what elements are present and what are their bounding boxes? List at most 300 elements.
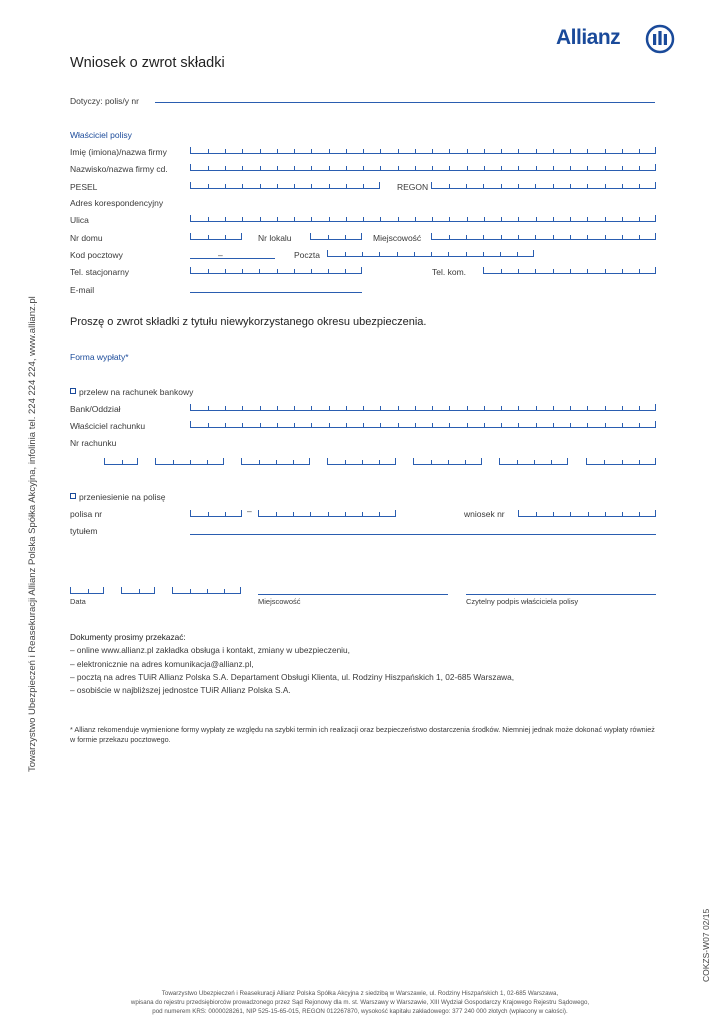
documents-heading: Dokumenty prosimy przekazać: xyxy=(70,632,186,642)
comb-cell-divider xyxy=(277,269,278,273)
comb-cell-divider xyxy=(605,184,606,188)
owner-heading: Właściciel polisy xyxy=(70,130,132,140)
comb-cell-divider xyxy=(536,423,537,427)
comb-cell-divider xyxy=(570,184,571,188)
comb-cell-divider xyxy=(225,512,226,516)
pesel-field[interactable] xyxy=(190,182,380,189)
comb-cell-divider xyxy=(622,406,623,410)
comb-cell-divider xyxy=(500,252,501,256)
comb-cell-divider xyxy=(345,512,346,516)
place-field[interactable] xyxy=(258,594,448,595)
comb-cell-divider xyxy=(415,166,416,170)
comb-cell-divider xyxy=(398,166,399,170)
comb-cell-divider xyxy=(570,166,571,170)
comb-cell-divider xyxy=(277,217,278,221)
comb-cell-divider xyxy=(639,235,640,239)
application-no-field[interactable] xyxy=(518,510,656,517)
comb-cell-divider xyxy=(345,269,346,273)
comb-cell-divider xyxy=(415,423,416,427)
footnote: * Allianz rekomenduje wymienione formy wypłaty ze względu na szybki termin ich realizacji oraz bezpieczeństwo dostarczenia środków. Niemniej jednak może dokonać wypłaty również w formie przekazu pocztowego. xyxy=(70,725,655,744)
comb-cell-divider xyxy=(208,166,209,170)
account-no-group[interactable] xyxy=(327,458,396,465)
policy-ref-field[interactable] xyxy=(155,102,655,103)
comb-cell-divider xyxy=(467,149,468,153)
comb-cell-divider xyxy=(208,406,209,410)
comb-cell-divider xyxy=(588,512,589,516)
comb-cell-divider xyxy=(639,406,640,410)
city-label: Miejscowość xyxy=(373,233,422,243)
address-heading: Adres korespondencyjny xyxy=(70,198,164,208)
comb-cell-divider xyxy=(484,149,485,153)
comb-cell-divider xyxy=(260,423,261,427)
name-field[interactable] xyxy=(190,147,656,154)
comb-cell-divider xyxy=(293,460,294,464)
allianz-eagle-icon xyxy=(645,24,675,54)
comb-cell-divider xyxy=(415,149,416,153)
bank-label: Bank/Oddział xyxy=(70,404,121,414)
title-label: tytułem xyxy=(70,526,98,536)
comb-cell-divider xyxy=(259,460,260,464)
name-label: Imię (imiona)/nazwa firmy xyxy=(70,147,167,157)
comb-cell-divider xyxy=(311,269,312,273)
comb-cell-divider xyxy=(294,184,295,188)
comb-cell-divider xyxy=(518,269,519,273)
comb-cell-divider xyxy=(518,406,519,410)
policy-transfer-checkbox[interactable] xyxy=(70,493,76,499)
comb-cell-divider xyxy=(587,166,588,170)
date-year-field[interactable] xyxy=(172,587,241,594)
comb-cell-divider xyxy=(622,235,623,239)
comb-cell-divider xyxy=(362,512,363,516)
phone-label: Tel. stacjonarny xyxy=(70,267,130,277)
comb-cell-divider xyxy=(207,589,208,593)
comb-cell-divider xyxy=(570,406,571,410)
comb-cell-divider xyxy=(328,269,329,273)
comb-cell-divider xyxy=(536,149,537,153)
comb-cell-divider xyxy=(466,252,467,256)
comb-cell-divider xyxy=(346,184,347,188)
date-month-field[interactable] xyxy=(121,587,155,594)
comb-cell-divider xyxy=(242,423,243,427)
city-field[interactable] xyxy=(431,233,656,240)
place-label: Miejscowość xyxy=(258,597,301,606)
comb-cell-divider xyxy=(432,406,433,410)
comb-cell-divider xyxy=(501,217,502,221)
account-no-group[interactable] xyxy=(104,458,138,465)
comb-cell-divider xyxy=(190,589,191,593)
comb-cell-divider xyxy=(379,252,380,256)
comb-cell-divider xyxy=(311,184,312,188)
comb-cell-divider xyxy=(363,217,364,221)
comb-cell-divider xyxy=(483,252,484,256)
comb-cell-divider xyxy=(449,406,450,410)
post-office-label: Poczta xyxy=(294,250,320,260)
comb-cell-divider xyxy=(553,184,554,188)
postal-code-field[interactable] xyxy=(190,258,275,259)
comb-cell-divider xyxy=(605,512,606,516)
comb-cell-divider xyxy=(208,269,209,273)
title-field[interactable] xyxy=(190,534,656,535)
comb-cell-divider xyxy=(139,589,140,593)
sidebar-company-info: Towarzystwo Ubezpieczeń i Reasekuracji Allianz Polska Spółka Akcyjna, infolinia tel. 224 224 224, www.allianz.pl xyxy=(27,296,38,772)
comb-cell-divider xyxy=(362,252,363,256)
comb-cell-divider xyxy=(207,460,208,464)
street-field[interactable] xyxy=(190,215,656,222)
policy-ref-label: Dotyczy: polis/y nr xyxy=(70,96,139,106)
comb-cell-divider xyxy=(88,589,89,593)
comb-cell-divider xyxy=(587,423,588,427)
comb-cell-divider xyxy=(190,460,191,464)
comb-cell-divider xyxy=(432,149,433,153)
comb-cell-divider xyxy=(398,217,399,221)
comb-cell-divider xyxy=(605,269,606,273)
footer-line: pod numerem KRS: 0000028261, NIP 525-15-65-015, REGON 012267870, wysokość kapitału zakładowego: 377 240 000 złotych (wpłacony w całości). xyxy=(152,1008,568,1015)
date-label: Data xyxy=(70,597,86,606)
comb-cell-divider xyxy=(570,423,571,427)
comb-cell-divider xyxy=(536,166,537,170)
comb-cell-divider xyxy=(363,423,364,427)
comb-cell-divider xyxy=(553,166,554,170)
comb-cell-divider xyxy=(622,184,623,188)
documents-item: – online www.allianz.pl zakładka obsługa i kontakt, zmiany w ubezpieczeniu, xyxy=(70,645,350,655)
comb-cell-divider xyxy=(242,406,243,410)
comb-cell-divider xyxy=(465,460,466,464)
account-no-label: Nr rachunku xyxy=(70,438,117,448)
comb-cell-divider xyxy=(587,184,588,188)
policy-no-field[interactable] xyxy=(258,510,396,517)
account-no-group[interactable] xyxy=(155,458,224,465)
comb-cell-divider xyxy=(605,423,606,427)
comb-cell-divider xyxy=(605,166,606,170)
comb-cell-divider xyxy=(466,235,467,239)
comb-cell-divider xyxy=(570,217,571,221)
comb-cell-divider xyxy=(379,512,380,516)
comb-cell-divider xyxy=(449,149,450,153)
comb-cell-divider xyxy=(363,184,364,188)
comb-cell-divider xyxy=(534,460,535,464)
comb-cell-divider xyxy=(587,217,588,221)
comb-cell-divider xyxy=(329,166,330,170)
comb-cell-divider xyxy=(449,217,450,221)
comb-cell-divider xyxy=(398,149,399,153)
account-no-group[interactable] xyxy=(499,458,568,465)
comb-cell-divider xyxy=(553,423,554,427)
comb-cell-divider xyxy=(328,235,329,239)
comb-cell-divider xyxy=(398,406,399,410)
comb-cell-divider xyxy=(587,149,588,153)
date-day-field[interactable] xyxy=(70,587,104,594)
comb-cell-divider xyxy=(277,406,278,410)
comb-cell-divider xyxy=(431,460,432,464)
house-no-label: Nr domu xyxy=(70,233,103,243)
comb-cell-divider xyxy=(242,184,243,188)
comb-cell-divider xyxy=(277,184,278,188)
comb-cell-divider xyxy=(276,460,277,464)
account-no-group[interactable] xyxy=(241,458,310,465)
comb-cell-divider xyxy=(379,460,380,464)
regon-label: REGON xyxy=(397,182,429,192)
comb-cell-divider xyxy=(449,235,450,239)
comb-cell-divider xyxy=(346,406,347,410)
comb-cell-divider xyxy=(605,235,606,239)
signature-label: Czytelny podpis właściciela polisy xyxy=(466,597,579,606)
comb-cell-divider xyxy=(277,423,278,427)
comb-cell-divider xyxy=(501,235,502,239)
mobile-label: Tel. kom. xyxy=(432,267,467,277)
email-label: E-mail xyxy=(70,285,95,295)
comb-cell-divider xyxy=(363,149,364,153)
comb-cell-divider xyxy=(551,460,552,464)
comb-cell-divider xyxy=(346,166,347,170)
comb-cell-divider xyxy=(535,269,536,273)
comb-cell-divider xyxy=(173,460,174,464)
comb-cell-divider xyxy=(639,184,640,188)
phone-field[interactable] xyxy=(190,267,362,274)
comb-cell-divider xyxy=(363,166,364,170)
comb-cell-divider xyxy=(622,269,623,273)
comb-cell-divider xyxy=(484,166,485,170)
comb-cell-divider xyxy=(329,149,330,153)
post-office-field[interactable] xyxy=(327,250,534,257)
request-statement: Proszę o zwrot składki z tytułu niewykorzystanego okresu ubezpieczenia. xyxy=(70,316,427,328)
comb-cell-divider xyxy=(380,166,381,170)
comb-cell-divider xyxy=(518,217,519,221)
comb-cell-divider xyxy=(449,184,450,188)
comb-cell-divider xyxy=(345,460,346,464)
comb-cell-divider xyxy=(570,512,571,516)
comb-cell-divider xyxy=(310,512,311,516)
comb-cell-divider xyxy=(329,217,330,221)
comb-cell-divider xyxy=(397,252,398,256)
comb-cell-divider xyxy=(432,217,433,221)
application-no-label: wniosek nr xyxy=(464,509,505,519)
comb-cell-divider xyxy=(225,235,226,239)
comb-cell-divider xyxy=(432,166,433,170)
comb-cell-divider xyxy=(311,406,312,410)
comb-cell-divider xyxy=(329,184,330,188)
email-field[interactable] xyxy=(190,292,362,293)
comb-cell-divider xyxy=(225,166,226,170)
documents-item: – pocztą na adres TUiR Allianz Polska S.A. Departament Obsługi Klienta, ul. Rodziny Hiszpańskich 1, 02-685 Warszawa, xyxy=(70,672,515,682)
comb-cell-divider xyxy=(605,217,606,221)
comb-cell-divider xyxy=(346,423,347,427)
comb-cell-divider xyxy=(242,217,243,221)
comb-cell-divider xyxy=(294,269,295,273)
comb-cell-divider xyxy=(622,217,623,221)
comb-cell-divider xyxy=(587,269,588,273)
comb-cell-divider xyxy=(570,269,571,273)
comb-cell-divider xyxy=(380,217,381,221)
comb-cell-divider xyxy=(277,149,278,153)
documents-item: – osobiście w najbliższej jednostce TUiR Allianz Polska S.A. xyxy=(70,685,291,695)
comb-cell-divider xyxy=(260,406,261,410)
comb-cell-divider xyxy=(260,166,261,170)
comb-cell-divider xyxy=(225,406,226,410)
comb-cell-divider xyxy=(414,252,415,256)
comb-cell-divider xyxy=(484,406,485,410)
flat-no-field[interactable] xyxy=(310,233,362,240)
comb-cell-divider xyxy=(448,252,449,256)
comb-cell-divider xyxy=(328,512,329,516)
comb-cell-divider xyxy=(380,423,381,427)
comb-cell-divider xyxy=(501,269,502,273)
comb-cell-divider xyxy=(242,149,243,153)
comb-cell-divider xyxy=(363,406,364,410)
comb-cell-divider xyxy=(553,235,554,239)
comb-cell-divider xyxy=(483,235,484,239)
comb-cell-divider xyxy=(242,166,243,170)
comb-cell-divider xyxy=(467,217,468,221)
comb-cell-divider xyxy=(380,406,381,410)
comb-cell-divider xyxy=(622,166,623,170)
comb-cell-divider xyxy=(345,235,346,239)
comb-cell-divider xyxy=(639,423,640,427)
comb-cell-divider xyxy=(225,184,226,188)
surname-field[interactable] xyxy=(190,164,656,171)
comb-cell-divider xyxy=(501,423,502,427)
comb-cell-divider xyxy=(311,149,312,153)
comb-cell-divider xyxy=(311,166,312,170)
comb-cell-divider xyxy=(553,217,554,221)
regon-field[interactable] xyxy=(431,182,656,189)
payment-heading: Forma wypłaty* xyxy=(70,352,129,362)
comb-cell-divider xyxy=(380,149,381,153)
comb-cell-divider xyxy=(294,166,295,170)
comb-cell-divider xyxy=(293,512,294,516)
mobile-field[interactable] xyxy=(483,267,656,274)
postal-code-dash: – xyxy=(218,250,223,260)
comb-cell-divider xyxy=(639,460,640,464)
comb-cell-divider xyxy=(605,406,606,410)
policy-transfer-option-label: przeniesienie na polisę xyxy=(79,492,166,502)
comb-cell-divider xyxy=(639,166,640,170)
transfer-option-label: przelew na rachunek bankowy xyxy=(79,387,194,397)
comb-cell-divider xyxy=(225,269,226,273)
comb-cell-divider xyxy=(449,423,450,427)
comb-cell-divider xyxy=(345,252,346,256)
postal-code-label: Kod pocztowy xyxy=(70,250,123,260)
transfer-checkbox[interactable] xyxy=(70,388,76,394)
comb-cell-divider xyxy=(449,166,450,170)
comb-cell-divider xyxy=(467,423,468,427)
comb-cell-divider xyxy=(501,166,502,170)
comb-cell-divider xyxy=(466,184,467,188)
comb-cell-divider xyxy=(570,235,571,239)
comb-cell-divider xyxy=(208,217,209,221)
comb-cell-divider xyxy=(553,269,554,273)
comb-cell-divider xyxy=(639,217,640,221)
policy-no-prefix-field[interactable] xyxy=(190,510,242,517)
comb-cell-divider xyxy=(398,423,399,427)
comb-cell-divider xyxy=(553,406,554,410)
comb-cell-divider xyxy=(517,460,518,464)
comb-cell-divider xyxy=(259,269,260,273)
comb-cell-divider xyxy=(431,252,432,256)
house-no-field[interactable] xyxy=(190,233,242,240)
comb-cell-divider xyxy=(518,235,519,239)
comb-cell-divider xyxy=(277,166,278,170)
account-no-group[interactable] xyxy=(413,458,482,465)
comb-cell-divider xyxy=(415,217,416,221)
comb-cell-divider xyxy=(208,149,209,153)
comb-cell-divider xyxy=(242,269,243,273)
comb-cell-divider xyxy=(225,217,226,221)
comb-cell-divider xyxy=(484,217,485,221)
comb-cell-divider xyxy=(604,460,605,464)
comb-cell-divider xyxy=(553,512,554,516)
comb-cell-divider xyxy=(224,589,225,593)
comb-cell-divider xyxy=(448,460,449,464)
comb-cell-divider xyxy=(605,149,606,153)
comb-cell-divider xyxy=(415,406,416,410)
comb-cell-divider xyxy=(535,235,536,239)
policy-no-label: polisa nr xyxy=(70,509,103,519)
comb-cell-divider xyxy=(501,406,502,410)
comb-cell-divider xyxy=(483,184,484,188)
comb-cell-divider xyxy=(536,217,537,221)
comb-cell-divider xyxy=(587,235,588,239)
comb-cell-divider xyxy=(622,460,623,464)
comb-cell-divider xyxy=(294,423,295,427)
comb-cell-divider xyxy=(518,184,519,188)
comb-cell-divider xyxy=(570,149,571,153)
street-label: Ulica xyxy=(70,215,89,225)
comb-cell-divider xyxy=(639,149,640,153)
comb-cell-divider xyxy=(294,217,295,221)
comb-cell-divider xyxy=(467,406,468,410)
account-owner-field[interactable] xyxy=(190,421,656,428)
comb-cell-divider xyxy=(346,217,347,221)
comb-cell-divider xyxy=(432,423,433,427)
comb-cell-divider xyxy=(208,512,209,516)
comb-cell-divider xyxy=(208,184,209,188)
comb-cell-divider xyxy=(639,512,640,516)
bank-field[interactable] xyxy=(190,404,656,411)
account-no-group[interactable] xyxy=(586,458,656,465)
comb-cell-divider xyxy=(587,406,588,410)
footer-line: wpisana do rejestru przedsiębiorców prowadzonego przez Sąd Rejonowy dla m. st. Warszawy w Warszawie, XIII Wydział Gospodarczy Krajowego Rejestru Sądowego, xyxy=(130,999,590,1006)
comb-cell-divider xyxy=(501,149,502,153)
pesel-label: PESEL xyxy=(70,182,98,192)
comb-cell-divider xyxy=(346,149,347,153)
comb-cell-divider xyxy=(536,406,537,410)
comb-cell-divider xyxy=(294,149,295,153)
footer-line: Towarzystwo Ubezpieczeń i Reasekuracji Allianz Polska Spółka Akcyjna z siedzibą w Warszawie, ul. Rodziny Hiszpańskich 1, 02-685 Warszawa, xyxy=(161,990,559,997)
surname-label: Nazwisko/nazwa firmy cd. xyxy=(70,164,168,174)
comb-cell-divider xyxy=(260,217,261,221)
comb-cell-divider xyxy=(122,460,123,464)
comb-cell-divider xyxy=(225,149,226,153)
comb-cell-divider xyxy=(260,149,261,153)
comb-cell-divider xyxy=(622,149,623,153)
comb-cell-divider xyxy=(639,269,640,273)
comb-cell-divider xyxy=(622,512,623,516)
comb-cell-divider xyxy=(276,512,277,516)
comb-cell-divider xyxy=(329,406,330,410)
form-code: COKZS-W07 02/15 xyxy=(701,908,711,982)
comb-cell-divider xyxy=(208,423,209,427)
comb-cell-divider xyxy=(536,512,537,516)
comb-cell-divider xyxy=(484,423,485,427)
policy-no-dash: – xyxy=(247,506,252,516)
comb-cell-divider xyxy=(311,423,312,427)
signature-field[interactable] xyxy=(466,594,656,595)
documents-item: – elektronicznie na adres komunikacja@allianz.pl, xyxy=(70,659,254,669)
account-owner-label: Właściciel rachunku xyxy=(70,421,146,431)
brand-logo-text: Allianz xyxy=(556,26,621,49)
comb-cell-divider xyxy=(362,460,363,464)
comb-cell-divider xyxy=(518,166,519,170)
